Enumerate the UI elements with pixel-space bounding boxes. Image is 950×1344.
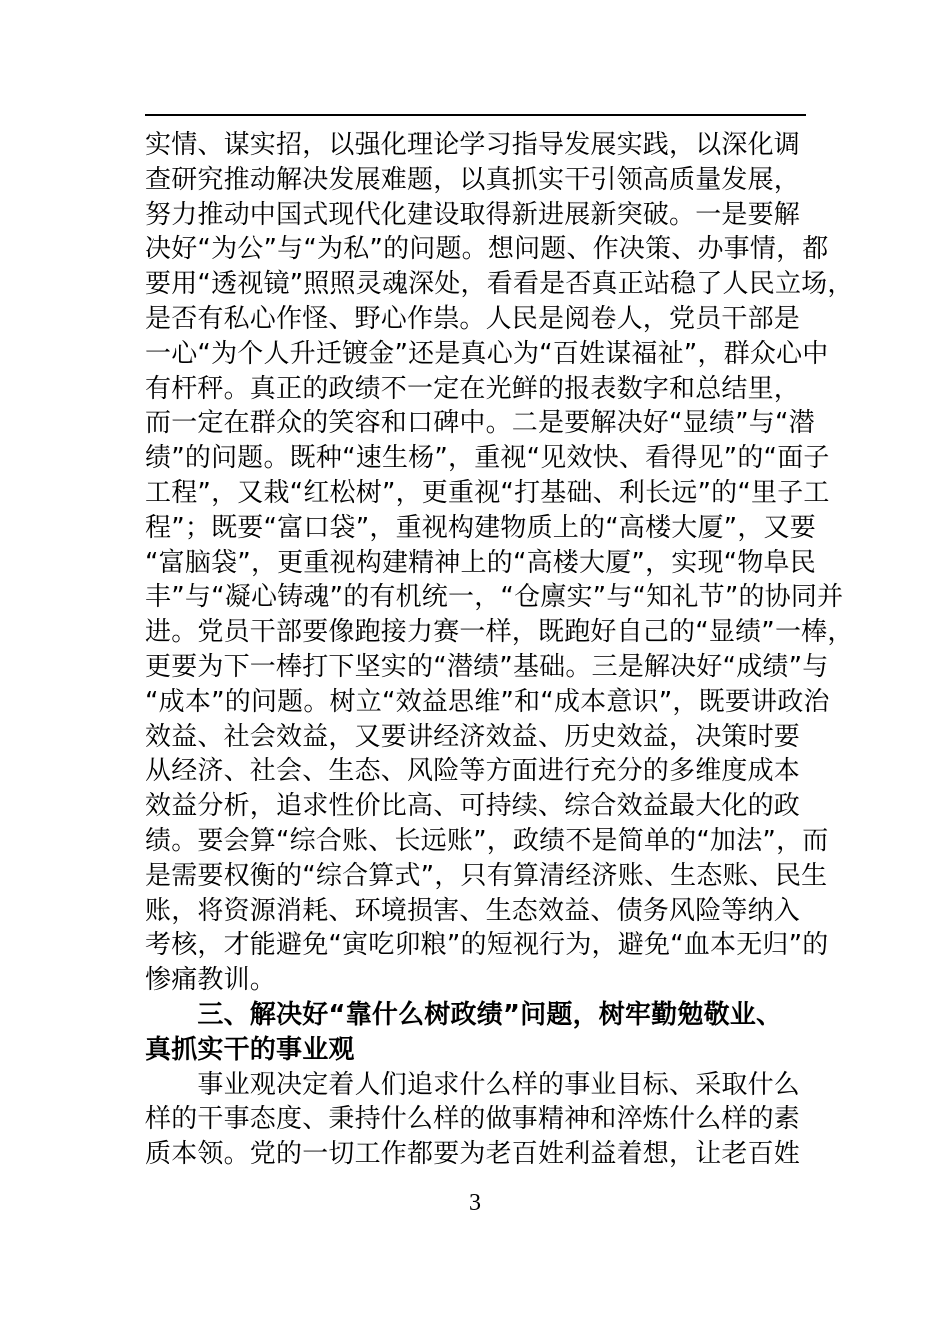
paragraph-line: 质本领。党的一切工作都要为老百姓利益着想，让老百姓 [145,1139,801,1170]
paragraph-line: 考核，才能避免“寅吃卯粮”的短视行为，避免“血本无归”的 [145,930,829,961]
paragraph-line: 从经济、社会、生态、风险等方面进行充分的多维度成本 [145,756,801,787]
paragraph-line: 一心“为个人升迁镀金”还是真心为“百姓谋福祉”，群众心中 [145,338,829,369]
paragraph-line: 丰”与“凝心铸魂”的有机统一，“仓廪实”与“知礼节”的协同并 [145,582,844,613]
paragraph-line: 更要为下一棒打下坚实的“潜绩”基础。三是解决好“成绩”与 [145,651,829,682]
paragraph-line: 账，将资源消耗、环境损害、生态效益、债务风险等纳入 [145,895,801,926]
paragraph-line: 决好“为公”与“为私”的问题。想问题、作决策、办事情，都 [145,234,829,265]
paragraph-line: 查研究推动解决发展难题，以真抓实干引领高质量发展， [145,164,801,195]
paragraph-line: 事业观决定着人们追求什么样的事业目标、采取什么 [145,1069,801,1100]
paragraph-line: 是否有私心作怪、野心作祟。人民是阅卷人，党员干部是 [145,303,801,334]
paragraph-line: 工程”，又栽“红松树”，更重视“打基础、利长远”的“里子工 [145,477,830,508]
paragraph-line: 实情、谋实招，以强化理论学习指导发展实践，以深化调 [145,130,801,160]
section-heading: 三、解决好“靠什么树政绩”问题，树牢勤勉敬业、 [145,999,783,1030]
page-number: 3 [469,1190,481,1216]
paragraph-line: 程”；既要“富口袋”，重视构建物质上的“高楼大厦”，又要 [145,512,816,543]
paragraph-line: 是需要权衡的“综合算式”，只有算清经济账、生态账、民生 [145,860,828,891]
paragraph-line: “富脑袋”，更重视构建精神上的“高楼大厦”，实现“物阜民 [145,547,816,578]
body-text [145,128,854,1172]
paragraph-line: 有杆秤。真正的政绩不一定在光鲜的报表数字和总结里， [145,373,801,404]
paragraph-line: 效益、社会效益，又要讲经济效益、历史效益，决策时要 [145,721,801,752]
section-heading: 真抓实干的事业观 [145,1034,355,1065]
header-rule [145,114,806,116]
paragraph-line: 努力推动中国式现代化建设取得新进展新突破。一是要解 [145,199,801,230]
paragraph-line: 要用“透视镜”照照灵魂深处，看看是否真正站稳了人民立场， [145,269,854,300]
paragraph-line: 而一定在群众的笑容和口碑中。二是要解决好“显绩”与“潜 [145,408,815,439]
paragraph-line: 样的干事态度、秉持什么样的做事精神和淬炼什么样的素 [145,1104,801,1135]
paragraph-line: 绩”的问题。既种“速生杨”，重视“见效快、看得见”的“面子 [145,443,830,474]
paragraph-line: 效益分析，追求性价比高、可持续、综合效益最大化的政 [145,791,801,822]
paragraph-line: 惨痛教训。 [145,965,277,996]
paragraph-line: 进。党员干部要像跑接力赛一样，既跑好自己的“显绩”一棒， [145,617,854,648]
paragraph-line: 绩。要会算“综合账、长远账”，政绩不是简单的“加法”，而 [145,825,829,856]
paragraph-line: “成本”的问题。树立“效益思维”和“成本意识”，既要讲政治 [145,686,830,717]
